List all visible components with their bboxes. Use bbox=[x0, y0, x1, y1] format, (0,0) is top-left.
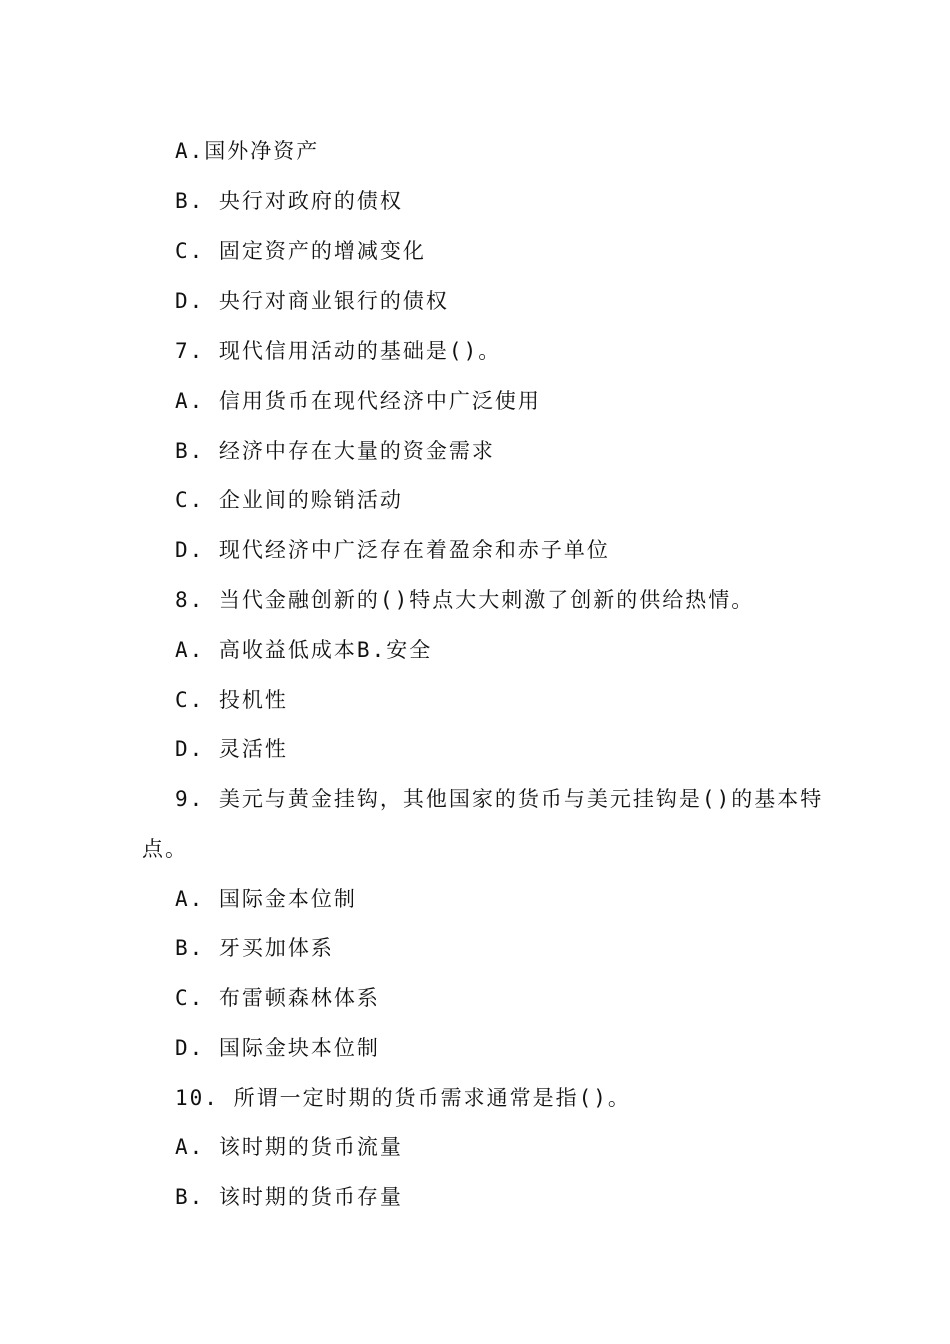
option-6a: A.国外净资产 bbox=[175, 139, 320, 163]
question-9-continuation: 点。 bbox=[142, 837, 188, 861]
option-6c: C. 固定资产的增减变化 bbox=[175, 239, 426, 263]
question-9: 9. 美元与黄金挂钩，其他国家的货币与美元挂钩是()的基本特 bbox=[175, 787, 824, 811]
option-7b: B. 经济中存在大量的资金需求 bbox=[175, 439, 495, 463]
option-7d: D. 现代经济中广泛存在着盈余和赤子单位 bbox=[175, 538, 610, 562]
option-10b: B. 该时期的货币存量 bbox=[175, 1185, 403, 1209]
option-8a-8b: A. 高收益低成本B.安全 bbox=[175, 638, 433, 662]
option-6d: D. 央行对商业银行的债权 bbox=[175, 289, 449, 313]
option-9b: B. 牙买加体系 bbox=[175, 936, 334, 960]
option-10a: A. 该时期的货币流量 bbox=[175, 1135, 403, 1159]
option-7a: A. 信用货币在现代经济中广泛使用 bbox=[175, 389, 541, 413]
option-9a: A. 国际金本位制 bbox=[175, 887, 357, 911]
question-8: 8. 当代金融创新的()特点大大刺激了创新的供给热情。 bbox=[175, 588, 755, 612]
option-9c: C. 布雷顿森林体系 bbox=[175, 986, 380, 1010]
option-6b: B. 央行对政府的债权 bbox=[175, 189, 403, 213]
option-8c: C. 投机性 bbox=[175, 688, 288, 712]
option-9d: D. 国际金块本位制 bbox=[175, 1036, 380, 1060]
option-8d: D. 灵活性 bbox=[175, 737, 288, 761]
option-7c: C. 企业间的赊销活动 bbox=[175, 488, 403, 512]
question-7: 7. 现代信用活动的基础是()。 bbox=[175, 339, 502, 363]
question-10: 10. 所谓一定时期的货币需求通常是指()。 bbox=[175, 1086, 631, 1110]
